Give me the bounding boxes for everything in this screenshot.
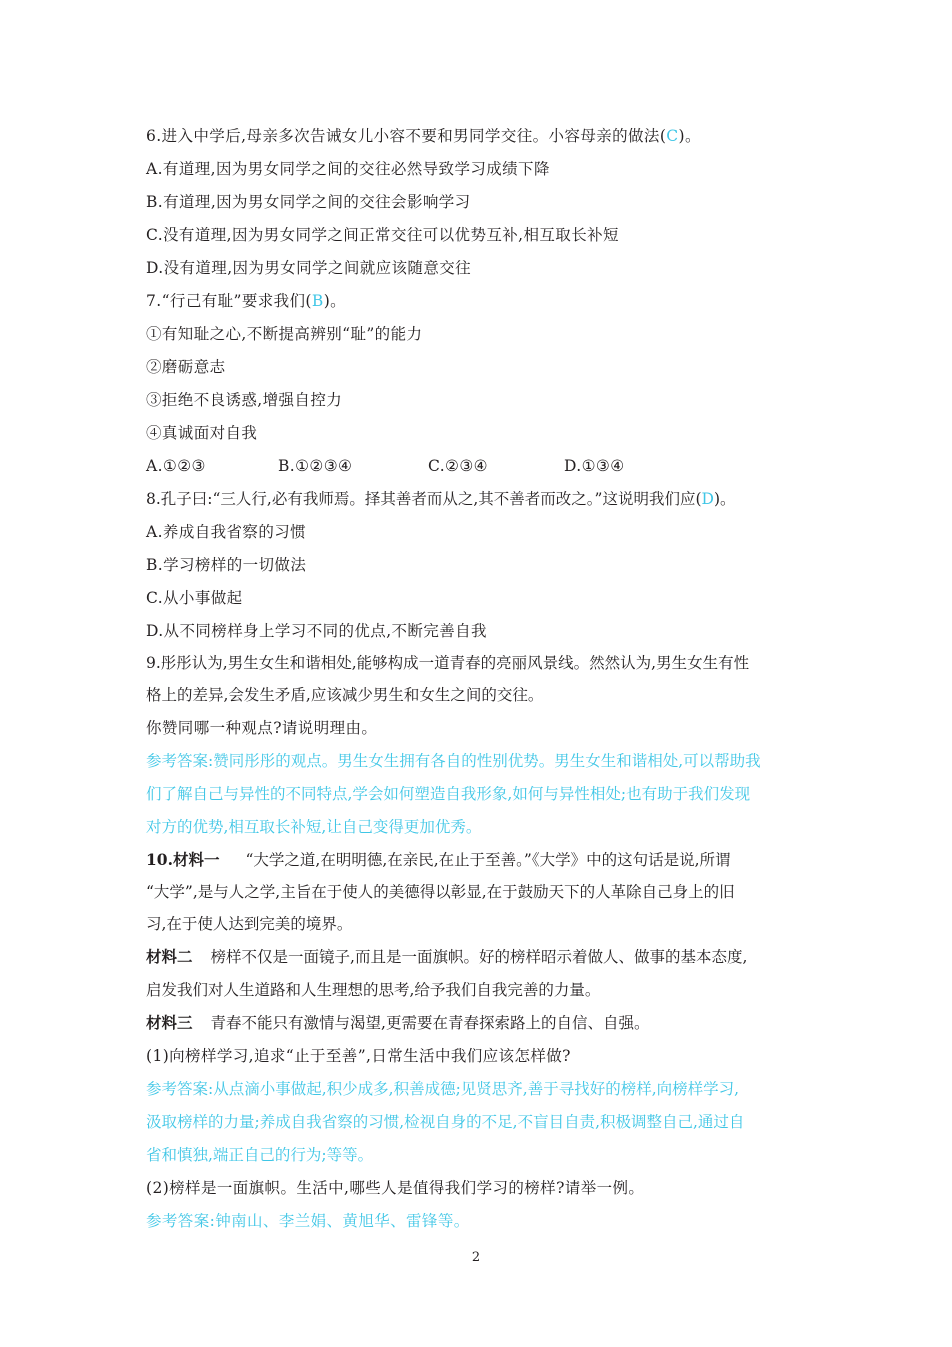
q10-sub1-answer-line-3: 省和慎独,端正自己的行为;等等。 xyxy=(146,1146,374,1164)
q8-stem: 8.孔子曰:“三人行,必有我师焉。择其善者而从之,其不善者而改之。”这说明我们应(D)。 xyxy=(146,490,736,508)
q7-stem: 7.“行己有耻”要求我们(B)。 xyxy=(146,292,347,310)
q6-answer: C xyxy=(666,127,679,145)
q8-answer: D xyxy=(701,490,714,508)
q9-stem-line-2: 格上的差异,会发生矛盾,应该减少男生和女生之间的交往。 xyxy=(146,686,544,704)
q6-option-d: D.没有道理,因为男女同学之间就应该随意交往 xyxy=(146,259,472,277)
q10-material-2-line-1: 材料二 榜样不仅是一面镜子,而且是一面旗帜。好的榜样昭示着做人、做事的基本态度, xyxy=(146,947,748,966)
q10-sub2-answer: 参考答案:钟南山、李兰娟、黄旭华、雷锋等。 xyxy=(146,1212,470,1230)
q7-item-2: ②磨砺意志 xyxy=(146,358,226,376)
q6-option-a: A.有道理,因为男女同学之间的交往必然导致学习成绩下降 xyxy=(146,160,550,178)
q8-option-b: B.学习榜样的一切做法 xyxy=(146,556,307,574)
q7-answer: B xyxy=(311,292,324,310)
q9-stem-line-1: 9.彤彤认为,男生女生和谐相处,能够构成一道青春的亮丽风景线。然然认为,男生女生有性 xyxy=(146,654,750,672)
q10-material-1-line-1: 10.材料一 “大学之道,在明明德,在亲民,在止于至善。”《大学》中的这句话是说,所谓 xyxy=(146,850,731,869)
q10-material-2-label: 材料二 xyxy=(146,947,193,966)
q7-item-3: ③拒绝不良诱惑,增强自控力 xyxy=(146,391,343,409)
q8-option-c: C.从小事做起 xyxy=(146,589,243,607)
page-number: 2 xyxy=(471,1250,481,1265)
q10-material-3: 材料三 青春不能只有激情与渴望,更需要在青春探索路上的自信、自强。 xyxy=(146,1013,650,1032)
q7-option-d: D.①③④ xyxy=(564,457,625,475)
q10-sub1-answer-line-1: 参考答案:从点滴小事做起,积少成多,积善成德;见贤思齐,善于寻找好的榜样,向榜样学习, xyxy=(146,1080,740,1098)
q9-answer-line-3: 对方的优势,相互取长补短,让自己变得更加优秀。 xyxy=(146,818,482,836)
q7-item-1: ①有知耻之心,不断提高辨别“耻”的能力 xyxy=(146,325,423,343)
q10-sub-question-1: (1)向榜样学习,追求“止于至善”,日常生活中我们应该怎样做? xyxy=(146,1047,571,1065)
q7-option-b: B.①②③④ xyxy=(278,457,353,475)
q8-option-d: D.从不同榜样身上学习不同的优点,不断完善自我 xyxy=(146,622,487,640)
q10-material-3-label: 材料三 xyxy=(146,1013,193,1032)
q7-option-a: A.①②③ xyxy=(146,457,206,475)
q10-sub-question-2: (2)榜样是一面旗帜。生活中,哪些人是值得我们学习的榜样?请举一例。 xyxy=(146,1179,645,1197)
q7-option-c: C.②③④ xyxy=(428,457,488,475)
q9-answer-line-2: 们了解自己与异性的不同特点,学会如何塑造自我形象,如何与异性相处;也有助于我们发现 xyxy=(146,785,751,803)
q10-sub1-answer-line-2: 汲取榜样的力量;养成自我省察的习惯,检视自身的不足,不盲目自责,积极调整自己,通过自 xyxy=(146,1113,745,1131)
q10-material-1-label: 10.材料一 xyxy=(146,850,220,869)
q6-option-c: C.没有道理,因为男女同学之间正常交往可以优势互补,相互取长补短 xyxy=(146,226,619,244)
q6-option-b: B.有道理,因为男女同学之间的交往会影响学习 xyxy=(146,193,471,211)
q10-material-1-line-2: “大学”,是与人之学,主旨在于使人的美德得以彰显,在于鼓励天下的人革除自己身上的旧 xyxy=(146,883,735,901)
q7-item-4: ④真诚面对自我 xyxy=(146,424,258,442)
q8-option-a: A.养成自我省察的习惯 xyxy=(146,523,307,541)
q9-answer-line-1: 参考答案:赞同彤彤的观点。男生女生拥有各自的性别优势。男生女生和谐相处,可以帮助我 xyxy=(146,752,761,770)
q10-material-2-line-2: 启发我们对人生道路和人生理想的思考,给予我们自我完善的力量。 xyxy=(146,981,601,999)
q7-options xyxy=(146,456,625,476)
q6-stem: 6.进入中学后,母亲多次告诫女儿小容不要和男同学交往。小容母亲的做法(C)。 xyxy=(146,127,701,145)
q10-material-1-line-3: 习,在于使人达到完美的境界。 xyxy=(146,915,353,933)
q9-question: 你赞同哪一种观点?请说明理由。 xyxy=(146,719,378,737)
